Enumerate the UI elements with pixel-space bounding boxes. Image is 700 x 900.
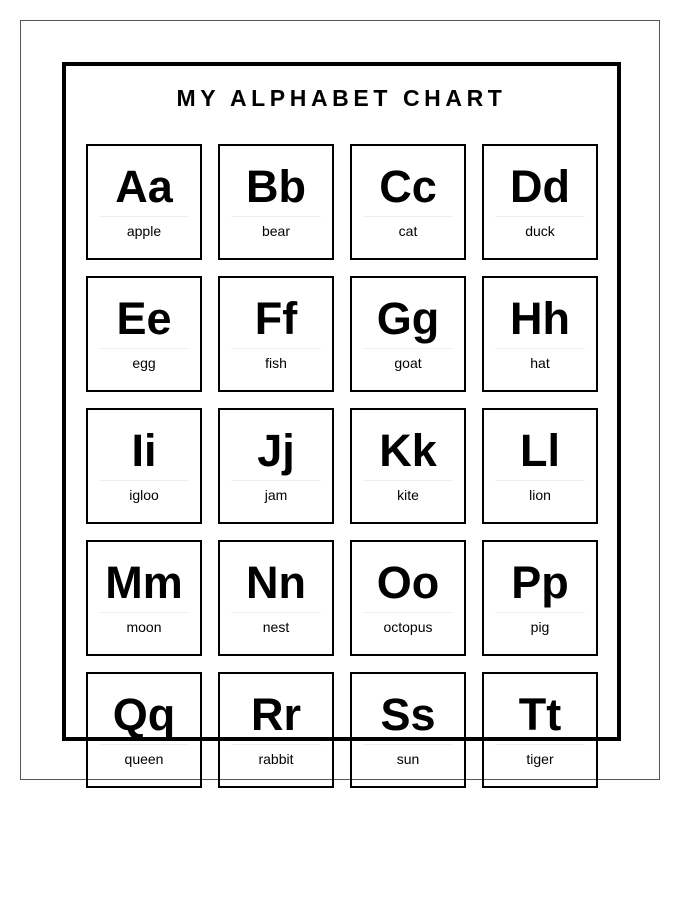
card-divider	[363, 348, 453, 349]
card-letter: Oo	[376, 557, 440, 608]
card-divider	[231, 216, 321, 217]
letter-card	[86, 144, 202, 260]
letter-card	[350, 144, 466, 260]
card-word: duck	[525, 223, 555, 239]
letter-card	[350, 276, 466, 392]
card-divider	[231, 612, 321, 613]
letter-card	[350, 672, 466, 788]
letter-card	[482, 672, 598, 788]
card-letter: Pp	[511, 557, 569, 608]
card-word: moon	[126, 619, 162, 635]
chart-title: MY ALPHABET CHART	[176, 85, 507, 111]
card-word: goat	[394, 355, 422, 371]
card-divider	[99, 744, 189, 745]
letter-card	[86, 408, 202, 524]
letter-card	[218, 408, 334, 524]
card-divider	[363, 612, 453, 613]
letter-card	[482, 408, 598, 524]
card-word: kite	[397, 487, 419, 503]
card-word: cat	[398, 223, 418, 239]
card-letter: Aa	[115, 161, 173, 212]
card-divider	[495, 744, 585, 745]
card-word: nest	[262, 619, 290, 635]
card-letter: Dd	[510, 161, 570, 212]
card-word: igloo	[129, 487, 159, 503]
card-divider	[363, 744, 453, 745]
letter-card	[482, 540, 598, 656]
card-word: hat	[530, 355, 550, 371]
card-letter: Rr	[250, 689, 301, 740]
card-divider	[495, 612, 585, 613]
card-divider	[363, 480, 453, 481]
card-divider	[231, 348, 321, 349]
letter-card	[482, 276, 598, 392]
card-divider	[231, 480, 321, 481]
card-divider	[495, 348, 585, 349]
card-word: egg	[132, 355, 156, 371]
card-word: rabbit	[258, 751, 294, 767]
letter-card	[218, 672, 334, 788]
card-word: sun	[396, 751, 420, 767]
letter-card	[350, 540, 466, 656]
card-word: queen	[124, 751, 164, 767]
card-letter: Ll	[520, 425, 560, 476]
letter-card	[86, 540, 202, 656]
card-word: lion	[529, 487, 551, 503]
card-divider	[495, 480, 585, 481]
alphabet-grid	[86, 144, 598, 788]
card-word: bear	[261, 223, 291, 239]
letter-card	[86, 276, 202, 392]
card-word: pig	[530, 619, 550, 635]
card-letter: Mm	[105, 557, 183, 608]
card-divider	[99, 612, 189, 613]
card-letter: Ee	[116, 293, 172, 344]
letter-card	[218, 144, 334, 260]
card-letter: Cc	[379, 161, 437, 212]
card-divider	[363, 216, 453, 217]
letter-card	[218, 540, 334, 656]
card-divider	[99, 216, 189, 217]
card-word: fish	[265, 355, 287, 371]
card-letter: Gg	[376, 293, 440, 344]
card-word: octopus	[383, 619, 433, 635]
card-letter: Kk	[379, 425, 437, 476]
card-letter: Tt	[518, 689, 562, 740]
card-letter: Nn	[246, 557, 306, 608]
card-letter: Qq	[112, 689, 176, 740]
letter-card	[218, 276, 334, 392]
card-divider	[99, 480, 189, 481]
card-letter: Jj	[257, 425, 295, 476]
card-divider	[495, 216, 585, 217]
card-letter: Ii	[131, 425, 157, 476]
card-word: tiger	[526, 751, 554, 767]
card-divider	[99, 348, 189, 349]
card-word: apple	[126, 223, 162, 239]
card-divider	[231, 744, 321, 745]
letter-card	[482, 144, 598, 260]
card-letter: Hh	[510, 293, 570, 344]
card-letter: Bb	[246, 161, 306, 212]
letter-card	[350, 408, 466, 524]
card-letter: Ss	[380, 689, 436, 740]
card-letter: Ff	[254, 293, 298, 344]
card-word: jam	[264, 487, 288, 503]
letter-card	[86, 672, 202, 788]
